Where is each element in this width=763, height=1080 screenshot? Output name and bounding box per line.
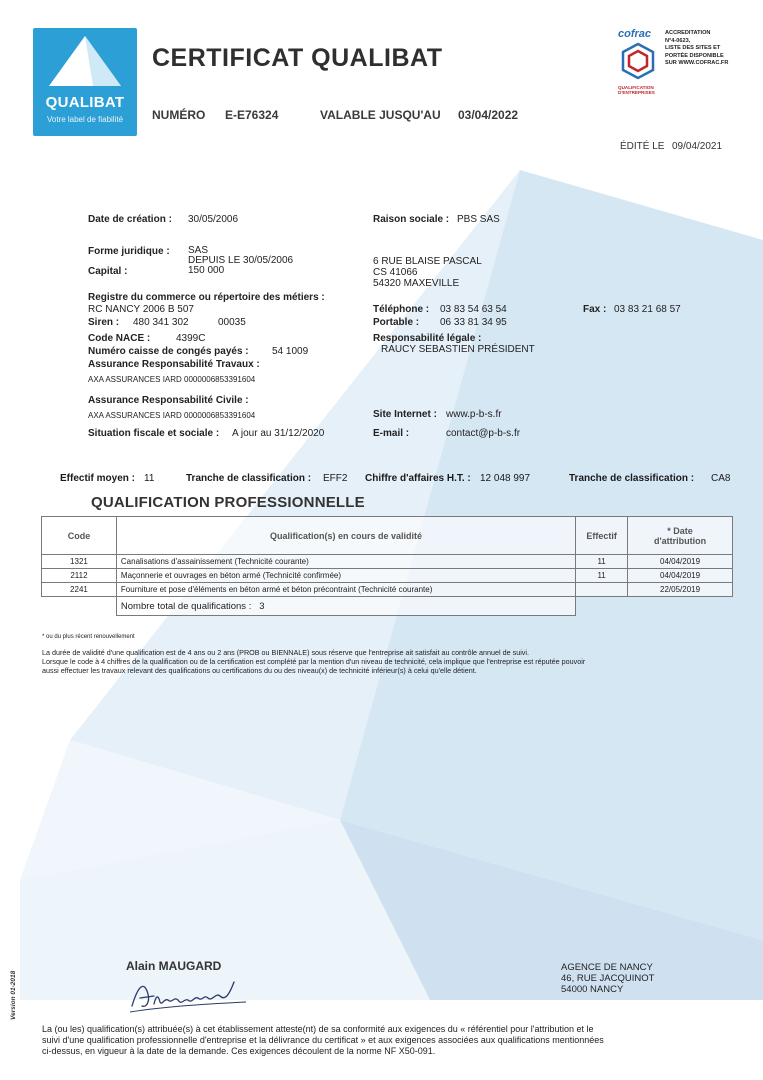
creation-value: 30/05/2006 (188, 214, 239, 225)
tranche2-label: Tranche de classification : (569, 473, 695, 484)
valable-value: 03/04/2022 (458, 108, 519, 122)
section-title: QUALIFICATION PROFESSIONNELLE (91, 494, 365, 511)
fax-label: Fax : (583, 304, 607, 315)
capital-label: Capital : (88, 266, 128, 277)
edite-label: ÉDITÉ LE (620, 141, 665, 152)
cofrac-hexagon-icon (620, 42, 656, 82)
row-date: 04/04/2019 (628, 569, 733, 583)
column-header-effectif: Effectif (576, 517, 628, 555)
address-line-2: CS 41066 (373, 267, 418, 278)
version-label: Version 01-2018 (10, 970, 17, 1020)
row-effectif: 11 (576, 555, 628, 569)
signatory-name: Alain MAUGARD (126, 959, 222, 973)
tranche1-label: Tranche de classification : (186, 473, 312, 484)
portable-value: 06 33 81 34 95 (440, 317, 507, 328)
nace-label: Code NACE : (88, 333, 151, 344)
tranche1-value: EFF2 (323, 473, 348, 484)
tranche2-value: CA8 (711, 473, 731, 484)
creation-label: Date de création : (88, 214, 172, 225)
column-header-qualification: Qualification(s) en cours de validité (116, 517, 575, 555)
agence-address: AGENCE DE NANCY 46, RUE JACQUINOT 54000 NANCY (561, 962, 655, 995)
forme-value: SAS (188, 245, 209, 256)
validity-paragraph: La durée de validité d'une qualification est de 4 ans ou 2 ans (PROB ou BIENNALE) sous réserve que l'entreprise ait satisfait au contrôle annuel de suivi. Lorsque le code à 4 chiffres de la qualification ou de la certification est complété par la mention d'un niveau de technicité, cela implique que l'entreprise est réputée pouvoir aussi effectuer les travaux relevant des qualifications ou certifications du ou des niveau(x) de technicité inférieur(s) à celui qu'elle détient. (42, 648, 586, 675)
table-row (42, 555, 733, 569)
row-code: 1321 (42, 555, 117, 569)
capital-value: 150 000 (188, 265, 225, 276)
siren-label: Siren : (88, 317, 120, 328)
telephone-label: Téléphone : (373, 304, 430, 315)
ca-value: 12 048 997 (480, 473, 531, 484)
row-effectif (576, 583, 628, 597)
email-label: E-mail : (373, 428, 410, 439)
assur-travaux-label: Assurance Responsabilité Travaux : (88, 359, 260, 370)
resp-value: RAUCY SEBASTIEN PRÉSIDENT (381, 344, 535, 355)
footer-paragraph: La (ou les) qualification(s) attribuée(s) à cet établissement atteste(nt) de sa conformité aux exigences du « référentiel pour l'attribution et le suivi d'une qualification professionnelle d'entreprise et la délivrance du certificat » et aux exigences associées aux qualifications mentionnées ci-dessus, en vigueur à la date de la demande. Ces exigences découlent de la norme NF X50-091. (42, 1024, 604, 1056)
table-row (42, 569, 733, 583)
registre-value: RC NANCY 2006 B 507 (88, 304, 194, 315)
numero-value: E-E76324 (225, 108, 279, 122)
signature-image (128, 976, 248, 1016)
site-value: www.p-b-s.fr (446, 409, 502, 420)
row-effectif: 11 (576, 569, 628, 583)
edite-value: 09/04/2021 (672, 141, 723, 152)
total-row (42, 597, 733, 616)
fiscale-value: A jour au 31/12/2020 (232, 428, 325, 439)
cofrac-qualification-text: QUALIFICATION D'ENTREPRISES (618, 85, 655, 95)
address-line-3: 54320 MAXEVILLE (373, 278, 460, 289)
conges-value: 54 1009 (272, 346, 309, 357)
valable-label: VALABLE JUSQU'AU (320, 108, 441, 122)
page-title: CERTIFICAT QUALIBAT (152, 44, 443, 72)
pyramid-icon (33, 28, 137, 94)
qualibat-logo (33, 28, 137, 136)
site-label: Site Internet : (373, 409, 437, 420)
registre-label: Registre du commerce ou répertoire des métiers : (88, 292, 325, 303)
assur-civile-value: AXA ASSURANCES IARD 0000006853391604 (88, 411, 256, 420)
qualification-table (41, 516, 733, 616)
row-date: 04/04/2019 (628, 555, 733, 569)
conges-label: Numéro caisse de congés payés : (88, 346, 249, 357)
logo-wordmark: QUALIBAT (45, 94, 125, 111)
numero-label: NUMÉRO (152, 108, 206, 122)
cofrac-logo (618, 28, 658, 100)
accreditation-text: ACCREDITATION N°4-0623, LISTE DES SITES ET PORTÉE DISPONIBLE SUR WWW.COFRAC.FR (665, 30, 729, 67)
row-code: 2112 (42, 569, 117, 583)
forme-label: Forme juridique : (88, 246, 170, 257)
logo-tagline: Votre label de fiabilité (46, 115, 124, 124)
address-line-1: 6 RUE BLAISE PASCAL (373, 256, 482, 267)
raison-label: Raison sociale : (373, 214, 450, 225)
assur-travaux-value: AXA ASSURANCES IARD 0000006853391604 (88, 375, 256, 384)
forme-since: DEPUIS LE 30/05/2006 (188, 255, 294, 266)
total-qualifications: Nombre total de qualifications : 3 (116, 597, 575, 616)
row-qualification: Fourniture et pose d'éléments en béton armé et béton précontraint (Technicité courante) (116, 583, 575, 597)
row-qualification: Maçonnerie et ouvrages en béton armé (Technicité confirmée) (116, 569, 575, 583)
table-row (42, 583, 733, 597)
cofrac-wordmark: cofrac (618, 28, 652, 40)
date-footnote: * ou du plus récent renouvellement (42, 634, 135, 640)
fax-value: 03 83 21 68 57 (614, 304, 681, 315)
assur-civile-label: Assurance Responsabilité Civile : (88, 395, 249, 406)
siren-suffix: 00035 (218, 317, 246, 328)
column-header-code: Code (42, 517, 117, 555)
resp-label: Responsabilité légale : (373, 333, 482, 344)
nace-value: 4399C (176, 333, 206, 344)
raison-value: PBS SAS (457, 214, 500, 225)
ca-label: Chiffre d'affaires H.T. : (365, 473, 471, 484)
effectif-label: Effectif moyen : (60, 473, 136, 484)
row-code: 2241 (42, 583, 117, 597)
telephone-value: 03 83 54 63 54 (440, 304, 507, 315)
row-date: 22/05/2019 (628, 583, 733, 597)
portable-label: Portable : (373, 317, 420, 328)
effectif-value: 11 (144, 473, 155, 484)
column-header-date: * Date d'attribution (628, 517, 733, 555)
email-value: contact@p-b-s.fr (446, 428, 521, 439)
fiscale-label: Situation fiscale et sociale : (88, 428, 220, 439)
row-qualification: Canalisations d'assainissement (Technicité courante) (116, 555, 575, 569)
siren-value: 480 341 302 (133, 317, 189, 328)
